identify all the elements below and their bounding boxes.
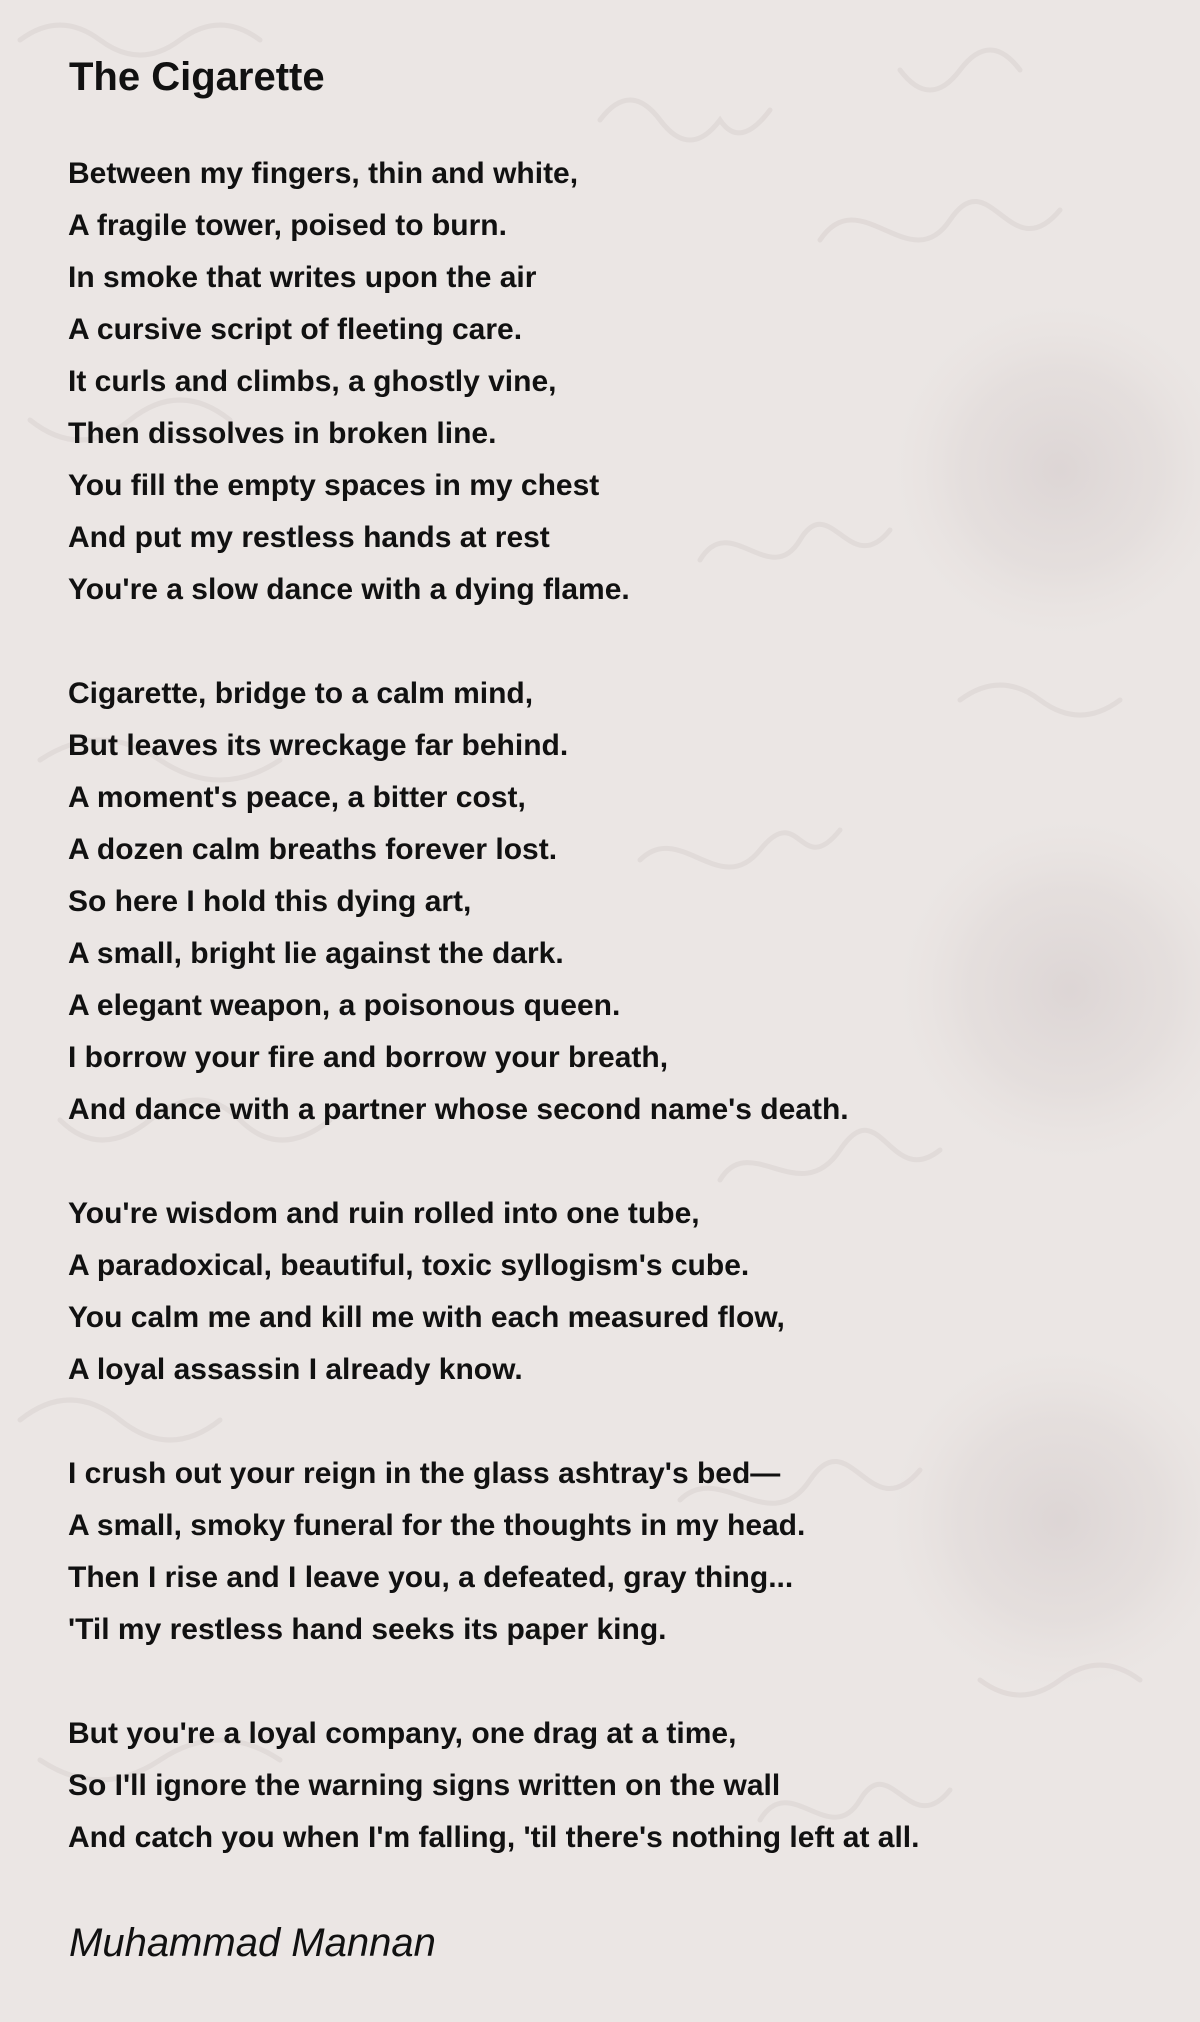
poem-line: I borrow your fire and borrow your breath, [68,1041,669,1074]
poem-line: A small, smoky funeral for the thoughts in my head. [68,1509,806,1542]
poem-line: A cursive script of fleeting care. [68,313,523,346]
poem-line: You're a slow dance with a dying flame. [68,573,630,606]
poem-line: Then dissolves in broken line. [68,417,497,450]
poem-title: The Cigarette [69,55,325,99]
poem-line: So I'll ignore the warning signs written on the wall [68,1769,781,1802]
stanza [68,1188,1168,1396]
poem-line: You fill the empty spaces in my chest [68,469,600,502]
poem-line: Cigarette, bridge to a calm mind, [68,677,534,710]
poem-line: A loyal assassin I already know. [68,1353,523,1386]
poem-line: A dozen calm breaths forever lost. [68,833,558,866]
poem-line: It curls and climbs, a ghostly vine, [68,365,557,398]
poem-line: In smoke that writes upon the air [68,261,537,294]
poem-line: You calm me and kill me with each measured flow, [68,1301,785,1334]
stanza [68,668,1168,1136]
poem-body [68,148,1168,1916]
poem-line: So here I hold this dying art, [68,885,472,918]
poem-line: A fragile tower, poised to burn. [68,209,507,242]
poem-line: Then I rise and I leave you, a defeated, gray thing... [68,1561,794,1594]
poem-line: And put my restless hands at rest [68,521,550,554]
poem-author: Muhammad Mannan [69,1921,436,1965]
poem-line: A small, bright lie against the dark. [68,937,564,970]
poem-line: 'Til my restless hand seeks its paper king. [68,1613,667,1646]
poem-line: But leaves its wreckage far behind. [68,729,569,762]
poem-line: But you're a loyal company, one drag at a time, [68,1717,737,1750]
poem-line: A elegant weapon, a poisonous queen. [68,989,621,1022]
poem-line: You're wisdom and ruin rolled into one tube, [68,1197,700,1230]
poem-line: And catch you when I'm falling, 'til there's nothing left at all. [68,1821,920,1854]
stanza [68,148,1168,616]
poem-line: I crush out your reign in the glass ashtray's bed— [68,1457,781,1490]
poem-line: A paradoxical, beautiful, toxic syllogism's cube. [68,1249,750,1282]
poem-line: Between my fingers, thin and white, [68,157,579,190]
poem-line: A moment's peace, a bitter cost, [68,781,526,814]
poem-line: And dance with a partner whose second name's death. [68,1093,849,1126]
stanza [68,1708,1168,1864]
stanza [68,1448,1168,1656]
